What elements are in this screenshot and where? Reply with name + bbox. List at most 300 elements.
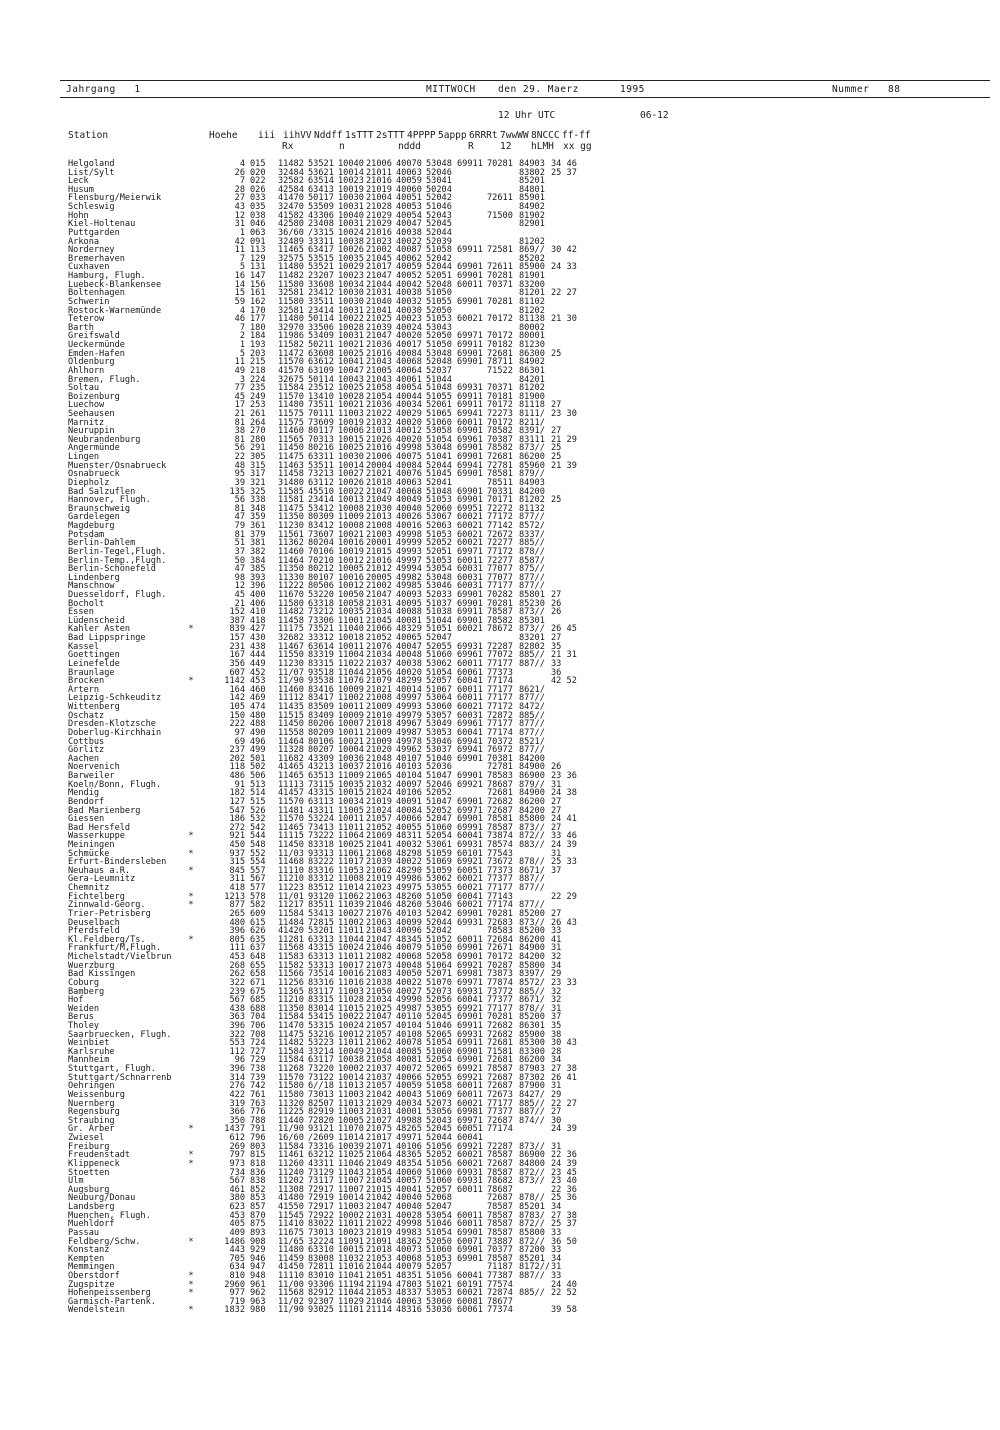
group-5appp: 52042	[426, 908, 452, 919]
group-iihvv: 41570	[278, 365, 304, 376]
group-8nccc: 81138	[519, 314, 545, 325]
group-6rrrt: 60081	[457, 1296, 483, 1307]
group-1sttt: 10019	[338, 417, 364, 428]
group-iihvv: 11202	[278, 1176, 304, 1187]
group-4pppp: 40017	[396, 340, 422, 351]
group-nddff: 53515	[308, 253, 334, 264]
group-5appp: 51037	[426, 598, 452, 609]
group-1sttt: 10038	[338, 1055, 364, 1066]
group-4pppp: 40040	[396, 1193, 422, 1204]
station-number: 836	[250, 1167, 266, 1178]
group-1sttt: 10023	[338, 1227, 364, 1238]
group-1sttt: 10014	[338, 1193, 364, 1204]
group-7wwww: 72681	[487, 452, 513, 463]
group-1sttt: 11039	[338, 900, 364, 911]
group-8nccc: 885//	[519, 710, 545, 721]
group-ff: 27	[551, 805, 562, 816]
group-4pppp: 49993	[396, 546, 422, 557]
group-8nccc: 885//	[519, 1098, 545, 1109]
group-1sttt: 11014	[338, 1133, 364, 1144]
group-6rrrt: 60071	[457, 1236, 483, 1247]
station-height: 81	[234, 529, 245, 540]
station-name: Pferdsfeld	[68, 926, 120, 937]
station-height: 91	[234, 779, 245, 790]
group-5appp: 52047	[426, 633, 452, 644]
group-8nccc: 84902	[519, 357, 545, 368]
station-height: 453	[229, 1210, 245, 1221]
group-4pppp: 48260	[396, 900, 422, 911]
high-station-marker: *	[188, 624, 194, 635]
group-7wwww: 72781	[487, 460, 513, 471]
group-iihvv: 11481	[278, 805, 304, 816]
group-iihvv: 32484	[278, 167, 304, 178]
group-1sttt: 11041	[338, 1270, 364, 1281]
group-iihvv: 32581	[278, 288, 304, 299]
station-name: Bad Hersfeld	[68, 822, 131, 833]
station-height: 272	[229, 822, 245, 833]
group-nddff: 53223	[308, 1038, 334, 1049]
group-5appp: 51058	[426, 245, 452, 256]
group-ff: 33	[551, 926, 562, 937]
station-number: 552	[250, 848, 266, 859]
station-name: Teterow	[68, 314, 105, 325]
group-7wwww: 77373	[487, 667, 513, 678]
group-1sttt: 10011	[338, 727, 364, 738]
group-nddff: 73129	[308, 1167, 334, 1178]
station-number: 193	[250, 340, 266, 351]
group-nddff: 53409	[308, 331, 334, 342]
group-7wwww: 76972	[487, 745, 513, 756]
group-ff: 42 52	[551, 676, 577, 687]
station-name: Doberlug-Kirchhain	[68, 727, 162, 738]
group-5appp: 51065	[426, 408, 452, 419]
issue-number-label: Nummer 88	[832, 84, 901, 95]
station-number: 582	[250, 900, 266, 911]
station-height: 21	[234, 598, 245, 609]
group-5appp: 52047	[426, 814, 452, 825]
group-iihvv: 11575	[278, 408, 304, 419]
high-station-marker: *	[188, 1158, 194, 1169]
group-4pppp: 40022	[396, 236, 422, 247]
group-7wwww: 77374	[487, 1305, 513, 1316]
station-name: Luechow	[68, 400, 105, 411]
station-height: 46	[234, 314, 245, 325]
station-number: 046	[250, 219, 266, 230]
group-4pppp: 40073	[396, 1245, 422, 1256]
station-name: Arkona	[68, 236, 100, 247]
group-nddff: 32224	[308, 1236, 334, 1247]
group-5appp: 52068	[426, 1193, 452, 1204]
group-6rrrt: 69971	[457, 805, 483, 816]
group-7wwww: 70387	[487, 434, 513, 445]
group-6rrrt: 69921	[457, 779, 483, 790]
station-number: 156	[250, 279, 266, 290]
group-4pppp: 40060	[396, 184, 422, 195]
group-8nccc: 83111	[519, 434, 545, 445]
group-6rrrt: 69901	[457, 296, 483, 307]
station-name: Gr. Arber	[68, 1124, 115, 1135]
group-6rrrt: 69901	[457, 469, 483, 480]
group-ff: 31	[551, 943, 562, 954]
station-height: 366	[229, 1107, 245, 1118]
group-7wwww: 77143	[487, 891, 513, 902]
group-8nccc: 8397/	[519, 969, 545, 980]
group-iihvv: 11570	[278, 391, 304, 402]
station-name: Gardelegen	[68, 512, 120, 523]
station-number: 729	[250, 1055, 266, 1066]
group-4pppp: 49997	[396, 555, 422, 566]
group-4pppp: 49993	[396, 702, 422, 713]
group-1sttt: 10050	[338, 590, 364, 600]
group-5appp: 51055	[426, 296, 452, 307]
station-name: Hohenpeissenberg	[68, 1288, 151, 1299]
group-1sttt: 11011	[338, 822, 364, 833]
group-6rrrt: 60011	[457, 417, 483, 428]
group-6rrrt: 60021	[457, 702, 483, 713]
group-4pppp: 49998	[396, 529, 422, 540]
station-name: Noervenich	[68, 762, 120, 773]
station-number: 400	[250, 590, 266, 600]
station-name: List/Sylt	[68, 167, 115, 178]
station-name: Leinefelde	[68, 658, 120, 669]
station-height: 56	[234, 443, 245, 454]
group-nddff: 80209	[308, 727, 334, 738]
group-nddff: 73013	[308, 1089, 334, 1100]
group-nddff: 73521	[308, 624, 334, 635]
group-2sttt: 21050	[366, 986, 392, 997]
group-2sttt: 21053	[366, 1288, 392, 1299]
group-ff: 31	[551, 779, 562, 790]
group-5appp: 52043	[426, 1115, 452, 1126]
group-iihvv: 11350	[278, 564, 304, 575]
group-2sttt: 21057	[366, 1021, 392, 1031]
high-station-marker: *	[188, 1150, 194, 1161]
group-ff: 37	[551, 1012, 562, 1023]
group-nddff: 93306	[308, 1279, 334, 1290]
group-iihvv: 11/90	[278, 1124, 304, 1135]
group-5appp: 52046	[426, 779, 452, 790]
group-7wwww: 70371	[487, 383, 513, 394]
station-number: 727	[250, 1046, 266, 1057]
group-5appp: 52044	[426, 460, 452, 471]
group-ff: 25 37	[551, 167, 577, 178]
group-5appp: 51053	[426, 529, 452, 540]
station-height: 322	[229, 977, 245, 988]
group-nddff: 83117	[308, 986, 334, 997]
column-subheader: xx gg	[563, 141, 592, 152]
group-1sttt: 10026	[338, 477, 364, 488]
group-nddff: 63513	[308, 771, 334, 782]
station-number: 427	[250, 624, 266, 635]
group-4pppp: 40061	[396, 374, 422, 385]
station-height: 262	[229, 969, 245, 980]
group-ff: 21 31	[551, 650, 577, 661]
group-5appp: 51067	[426, 684, 452, 695]
station-number: 147	[250, 271, 266, 282]
station-name: Berlin-Tegel,Flugh.	[68, 546, 167, 557]
high-station-marker: *	[188, 865, 194, 876]
station-name: Kl.Feldberg/Ts.	[68, 934, 146, 945]
group-nddff: 53313	[308, 960, 334, 971]
group-7wwww: 78682	[487, 1176, 513, 1187]
group-nddff: 72922	[308, 1210, 334, 1221]
group-7wwww: 77174	[487, 676, 513, 687]
station-name: Wuerzburg	[68, 960, 115, 971]
group-ff: 26 41	[551, 1072, 577, 1083]
group-5appp: 51046	[426, 202, 452, 213]
group-8nccc: 87200	[519, 1245, 545, 1256]
station-number: 738	[250, 1064, 266, 1075]
station-height: 12	[234, 210, 245, 221]
group-4pppp: 40012	[396, 426, 422, 437]
group-8nccc: 86301	[519, 1021, 545, 1031]
station-number: 317	[250, 469, 266, 480]
group-nddff: 80206	[308, 719, 334, 730]
group-8nccc: 84200	[519, 805, 545, 816]
station-height: 15	[234, 288, 245, 299]
group-8nccc: 873//	[519, 624, 545, 635]
station-number: 626	[250, 926, 266, 937]
group-5appp: 51040	[426, 753, 452, 764]
group-7wwww: 71187	[487, 1262, 513, 1273]
group-iihvv: 11581	[278, 495, 304, 506]
group-2sttt: 21016	[366, 176, 392, 187]
group-5appp: 51038	[426, 607, 452, 618]
group-7wwww: 78583	[487, 771, 513, 782]
station-name: Leck	[68, 176, 89, 187]
group-4pppp: 40066	[396, 1072, 422, 1083]
group-8nccc: 81900	[519, 391, 545, 402]
group-7wwww: 77543	[487, 848, 513, 859]
group-2sttt: 21040	[366, 296, 392, 307]
group-1sttt: 11015	[338, 1003, 364, 1014]
group-7wwww: 78581	[487, 814, 513, 825]
group-2sttt: 21003	[366, 529, 392, 540]
group-2sttt: 21002	[366, 245, 392, 256]
group-6rrrt: 60061	[457, 667, 483, 678]
station-number: 291	[250, 443, 266, 454]
station-number: 929	[250, 1245, 266, 1256]
station-name: Neuhaus a.R.	[68, 865, 131, 876]
group-4pppp: 40084	[396, 348, 422, 359]
group-5appp: 53041	[426, 176, 452, 187]
station-number: 385	[250, 564, 266, 575]
group-7wwww: 78587	[487, 1202, 513, 1213]
group-ff: 26 43	[551, 917, 577, 928]
group-8nccc: 85230	[519, 598, 545, 609]
station-name: Emden-Hafen	[68, 348, 125, 359]
group-6rrrt: 69931	[457, 1176, 483, 1187]
group-2sttt: 21016	[366, 348, 392, 359]
group-1sttt: 11013	[338, 1098, 364, 1109]
station-name: Husum	[68, 184, 94, 195]
group-7wwww: 77377	[487, 995, 513, 1006]
group-4pppp: 40068	[396, 357, 422, 368]
group-7wwww: 78711	[487, 357, 513, 368]
station-height: 1832	[224, 1305, 245, 1316]
group-2sttt: 21071	[366, 1141, 392, 1152]
group-ff: 27	[551, 796, 562, 807]
group-nddff: 50114	[308, 374, 334, 385]
group-iihvv: 42584	[278, 184, 304, 195]
group-ff: 37	[551, 865, 562, 876]
group-5appp: 52048	[426, 279, 452, 290]
group-ff: 22 27	[551, 1098, 577, 1109]
group-ff: 39 58	[551, 1305, 577, 1316]
group-nddff: 73222	[308, 831, 334, 842]
group-1sttt: 11013	[338, 1081, 364, 1092]
group-nddff: 53412	[308, 503, 334, 514]
station-number: 515	[250, 796, 266, 807]
group-4pppp: 48362	[396, 1236, 422, 1247]
group-4pppp: 40066	[396, 814, 422, 825]
station-height: 797	[229, 1150, 245, 1161]
group-iihvv: 11482	[278, 271, 304, 282]
group-ff: 38	[551, 1029, 562, 1040]
station-name: Essen	[68, 607, 94, 618]
group-5appp: 52073	[426, 986, 452, 997]
group-7wwww: 72687	[487, 1081, 513, 1092]
station-name: Zinnwald-Georg.	[68, 900, 146, 911]
group-6rrrt: 69901	[457, 357, 483, 368]
station-height: 43	[234, 202, 245, 213]
station-name: Neubrandenburg	[68, 434, 141, 445]
group-6rrrt: 69921	[457, 1064, 483, 1075]
station-number: 513	[250, 779, 266, 790]
group-1sttt: 11016	[338, 977, 364, 988]
column-header: 8NCCC	[531, 130, 560, 141]
group-4pppp: 40022	[396, 857, 422, 868]
group-iihvv: 11210	[278, 995, 304, 1006]
group-1sttt: 10008	[338, 503, 364, 514]
station-name: Giessen	[68, 814, 105, 825]
station-number: 325	[250, 486, 266, 497]
group-4pppp: 49988	[396, 1115, 422, 1126]
group-7wwww: 78587	[487, 1210, 513, 1221]
group-iihvv: 11/65	[278, 1236, 304, 1247]
group-6rrrt: 60051	[457, 865, 483, 876]
group-7wwww: 70281	[487, 1012, 513, 1023]
group-nddff: 80106	[308, 736, 334, 747]
station-number: 838	[250, 1176, 266, 1187]
group-7wwww: 78587	[487, 822, 513, 833]
group-6rrrt: 60021	[457, 1150, 483, 1161]
group-1sttt: 10022	[338, 314, 364, 325]
group-7wwww: 77077	[487, 572, 513, 583]
group-4pppp: 49990	[396, 995, 422, 1006]
group-7wwww: 71500	[487, 210, 513, 221]
group-5appp: 51056	[426, 1141, 452, 1152]
station-height: 607	[229, 667, 245, 678]
group-iihvv: 11575	[278, 417, 304, 428]
station-height: 634	[229, 1262, 245, 1273]
group-8nccc: 877//	[519, 693, 545, 704]
station-name: Flensburg/Meierwik	[68, 193, 162, 204]
group-nddff: 70210	[308, 555, 334, 566]
group-5appp: 53061	[426, 839, 452, 850]
station-number: 022	[250, 176, 266, 187]
high-station-marker: *	[188, 1124, 194, 1135]
station-name: Puttgarden	[68, 227, 120, 238]
group-8nccc: 85960	[519, 460, 545, 471]
group-2sttt: 21046	[366, 1296, 392, 1307]
group-iihvv: 41457	[278, 788, 304, 799]
group-nddff: 80107	[308, 572, 334, 583]
group-iihvv: 11580	[278, 296, 304, 307]
group-5appp: 52042	[426, 193, 452, 204]
group-6rrrt: 69941	[457, 408, 483, 419]
station-name: Karlsruhe	[68, 1046, 115, 1057]
group-6rrrt: 69901	[457, 262, 483, 273]
group-2sttt: 21026	[366, 434, 392, 445]
group-2sttt: 21047	[366, 1202, 392, 1213]
station-number: 091	[250, 236, 266, 247]
group-7wwww: 70281	[487, 159, 513, 169]
group-1sttt: 10034	[338, 279, 364, 290]
group-5appp: 52071	[426, 969, 452, 980]
group-6rrrt: 60011	[457, 658, 483, 669]
station-name: Trier-Petrisberg	[68, 908, 151, 919]
station-height: 1	[239, 227, 245, 238]
group-2sttt: 21058	[366, 383, 392, 394]
station-name: Berus	[68, 1012, 94, 1023]
group-7wwww: 78587	[487, 1219, 513, 1230]
station-name: Schleswig	[68, 202, 115, 213]
group-nddff: 33511	[308, 296, 334, 307]
group-nddff: 50211	[308, 340, 334, 351]
group-5appp: 51060	[426, 1176, 452, 1187]
group-7wwww: 78581	[487, 469, 513, 480]
group-5appp: 53049	[426, 719, 452, 730]
group-5appp: 51048	[426, 486, 452, 497]
group-iihvv: 32581	[278, 305, 304, 316]
group-5appp: 52051	[426, 546, 452, 557]
group-4pppp: 40059	[396, 176, 422, 187]
group-nddff: 43309	[308, 753, 334, 764]
group-8nccc: 883//	[519, 839, 545, 850]
group-6rrrt: 60011	[457, 1210, 483, 1221]
station-height: 39	[234, 477, 245, 488]
group-5appp: 53062	[426, 874, 452, 885]
group-iihvv: 11268	[278, 1064, 304, 1075]
group-6rrrt: 69921	[457, 1141, 483, 1152]
group-5appp: 51054	[426, 434, 452, 445]
group-4pppp: 40060	[396, 1167, 422, 1178]
group-2sttt: 21046	[366, 900, 392, 911]
station-height: 877	[229, 900, 245, 911]
column-header: Station	[68, 130, 109, 141]
station-height: 31	[234, 219, 245, 230]
group-iihvv: 32489	[278, 236, 304, 247]
station-height: 805	[229, 934, 245, 945]
group-1sttt: 10022	[338, 486, 364, 497]
group-8nccc: 8472/	[519, 702, 545, 713]
group-4pppp: 48290	[396, 865, 422, 876]
group-8nccc: 8572/	[519, 521, 545, 532]
group-6rrrt: 60041	[457, 1133, 483, 1144]
station-number: 490	[250, 727, 266, 738]
group-6rrrt: 60021	[457, 529, 483, 540]
group-4pppp: 40063	[396, 477, 422, 488]
group-5appp: 52037	[426, 365, 452, 376]
group-5appp: 51053	[426, 555, 452, 566]
high-station-marker: *	[188, 934, 194, 945]
group-iihvv: 11675	[278, 1227, 304, 1238]
group-4pppp: 40110	[396, 1012, 422, 1023]
group-5appp: 51060	[426, 1167, 452, 1178]
group-iihvv: 11230	[278, 658, 304, 669]
group-2sttt: 21017	[366, 1133, 392, 1144]
